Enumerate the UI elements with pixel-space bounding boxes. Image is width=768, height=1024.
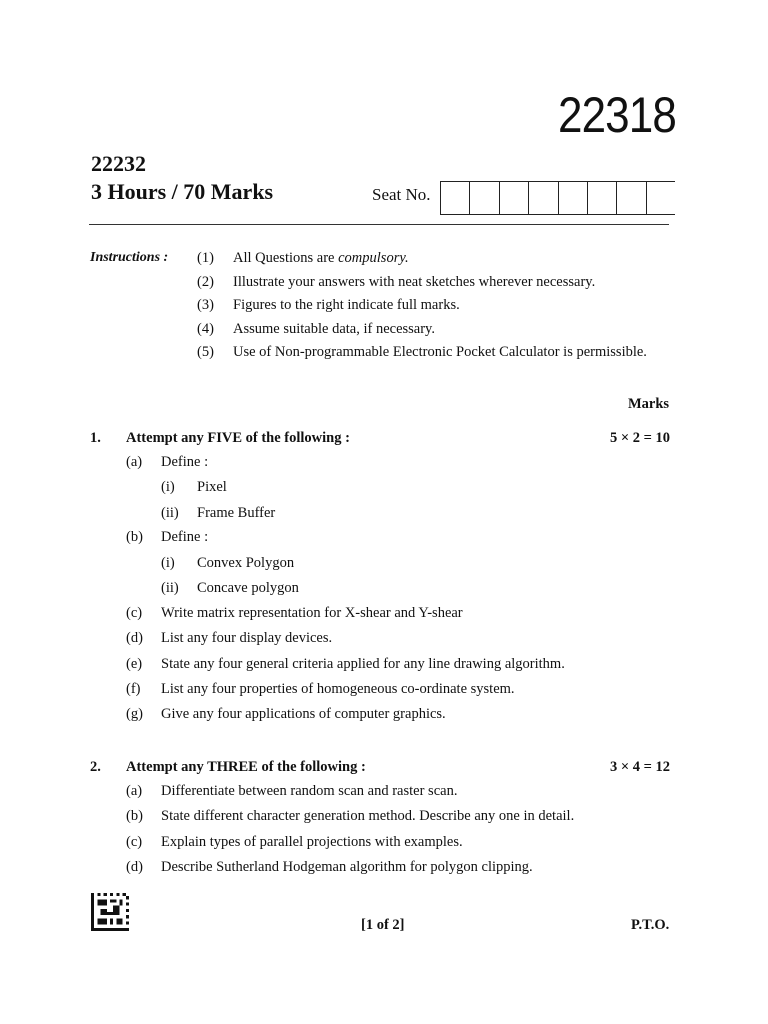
subpart-label: (i) [161,479,175,495]
instruction-number: (4) [197,321,214,337]
question-part [126,656,565,673]
question-part [126,454,208,471]
seat-box [646,182,675,214]
part-label: (f) [126,681,141,697]
seat-box [528,182,557,214]
part-text: Describe Sutherland Hodgeman algorithm for polygon clipping. [161,859,533,875]
instruction-number: (5) [197,344,214,360]
instruction-item [197,344,647,361]
instructions-label: Instructions : [90,250,169,265]
page-number: [1 of 2] [361,917,405,933]
part-text: Differentiate between random scan and raster scan. [161,783,458,799]
subpart-label: (i) [161,555,175,571]
question-number: 2. [90,759,101,775]
please-turn-over: P.T.O. [631,917,670,933]
question-marks: 5 × 2 = 10 [609,430,670,446]
part-text: State any four general criteria applied for any line drawing algorithm. [161,656,565,672]
question-subpart [161,505,275,522]
question-marks: 3 × 4 = 12 [609,759,670,775]
question-part [126,783,457,800]
question-part [126,808,574,825]
duration-marks: 3 Hours / 70 Marks [91,179,274,204]
instruction-item [197,321,435,338]
instruction-text-italic: compulsory. [338,250,409,266]
part-label: (d) [126,630,143,646]
question-part [126,706,446,723]
seat-box [558,182,587,214]
part-label: (a) [126,783,143,799]
question-part [126,529,208,546]
instruction-text-plain: All Questions are [233,250,339,266]
question-subpart [161,479,227,496]
instruction-text: Assume suitable data, if necessary. [233,321,435,337]
qr-code-icon [91,893,129,931]
part-text: List any four properties of homogeneous co-ordinate system. [161,681,515,697]
seat-box [616,182,645,214]
instruction-number: (1) [197,250,214,266]
subpart-label: (ii) [161,505,179,521]
instruction-text: Use of Non-programmable Electronic Pocket Calculator is permissible. [233,344,647,360]
paper-code: 22318 [558,87,676,143]
question-part [126,630,332,647]
subpart-label: (ii) [161,580,179,596]
part-label: (b) [126,808,143,824]
seat-box [469,182,498,214]
subpart-text: Concave polygon [197,580,299,596]
subpart-text: Convex Polygon [197,555,295,571]
instruction-text [233,250,409,267]
question-heading: Attempt any FIVE of the following : [126,430,350,446]
instruction-number: (2) [197,274,214,290]
subject-code: 22232 [91,151,146,176]
seat-number-label: Seat No. [372,185,431,204]
seat-box [440,182,469,214]
instruction-text: Illustrate your answers with neat sketches wherever necessary. [233,274,596,290]
part-label: (c) [126,834,143,850]
part-text: Define : [161,454,209,470]
question-subpart [161,580,299,597]
question-part [126,834,463,851]
part-text: Define : [161,529,209,545]
part-text: List any four display devices. [161,630,333,646]
part-label: (d) [126,859,143,875]
question-heading: Attempt any THREE of the following : [126,759,366,775]
part-label: (b) [126,529,143,545]
question-part [126,681,515,698]
subpart-text: Frame Buffer [197,505,276,521]
seat-box [499,182,528,214]
part-label: (a) [126,454,143,470]
instruction-item [197,297,460,314]
question-subpart [161,555,294,572]
part-text: State different character generation method. Describe any one in detail. [161,808,575,824]
instruction-item [197,250,409,267]
seat-number-boxes [440,181,675,215]
question-number: 1. [90,430,101,446]
question-part [126,605,463,622]
part-text: Give any four applications of computer graphics. [161,706,446,722]
header-divider [89,224,669,225]
instruction-item [197,274,595,291]
subpart-text: Pixel [197,479,227,495]
instruction-number: (3) [197,297,214,313]
part-label: (e) [126,656,143,672]
question-part [126,859,533,876]
part-text: Write matrix representation for X-shear and Y-shear [161,605,463,621]
marks-column-heading: Marks [628,396,670,412]
part-label: (c) [126,605,143,621]
instruction-text: Figures to the right indicate full marks. [233,297,460,313]
part-label: (g) [126,706,143,722]
seat-box [587,182,616,214]
part-text: Explain types of parallel projections with examples. [161,834,463,850]
